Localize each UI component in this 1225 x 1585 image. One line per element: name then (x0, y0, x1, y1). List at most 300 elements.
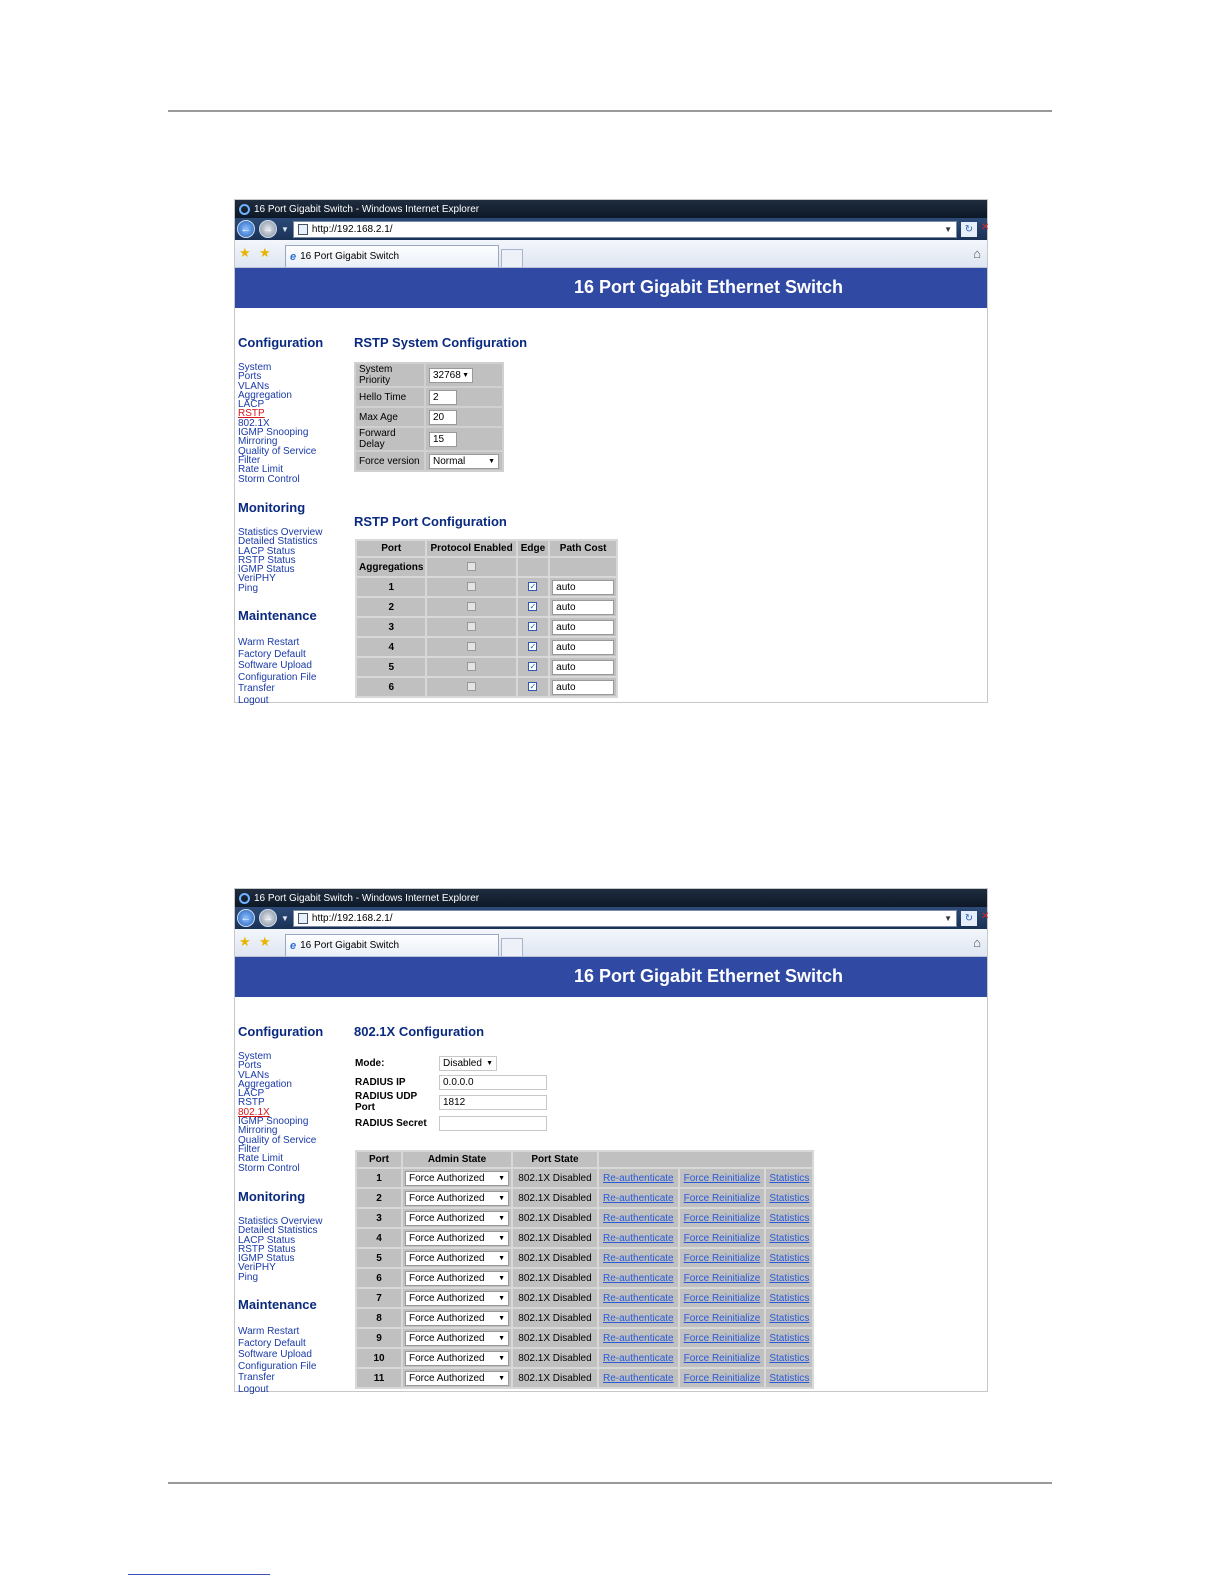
table-row (357, 1189, 812, 1207)
reinit-cell (680, 1369, 765, 1387)
rstp-system-label: Forward Delay (356, 428, 424, 450)
page-content (235, 997, 987, 1395)
refresh-icon[interactable]: ↻ (961, 222, 977, 237)
nav-link-lacp[interactable]: LACP (238, 1088, 265, 1100)
admin-state-value: Force Authorized (409, 1232, 485, 1244)
rstp-port-title: RSTP Port Configuration (354, 514, 507, 529)
port-state: 802.1X Disabled (513, 1189, 597, 1207)
home-icon[interactable]: ⌂ (973, 246, 981, 261)
chevron-down-icon: ▼ (498, 1274, 505, 1282)
stats-cell (766, 1309, 812, 1327)
stop-icon[interactable]: ✕ (981, 221, 990, 233)
force-reinitialize-link[interactable]: Force Reinitialize (683, 1352, 761, 1364)
admin-state-value: Force Authorized (409, 1272, 485, 1284)
reinit-cell (680, 1189, 765, 1207)
port-state: 802.1X Disabled (513, 1269, 597, 1287)
tab-bar (235, 929, 987, 957)
back-icon[interactable]: ← (237, 909, 255, 927)
home-icon[interactable]: ⌂ (973, 935, 981, 950)
table-row (357, 678, 616, 696)
nav-link-mirroring[interactable]: Mirroring (238, 1125, 278, 1137)
ie-tab-icon: e (290, 250, 297, 263)
reauth-cell (599, 1249, 678, 1267)
port-state: 802.1X Disabled (513, 1369, 597, 1387)
admin-state-cell (403, 1369, 511, 1387)
protocol-enabled-cell (427, 658, 515, 676)
admin-state-value: Force Authorized (409, 1372, 485, 1384)
hello-time-input[interactable]: 2 (429, 390, 457, 405)
rstp-system-label: Max Age (356, 408, 424, 426)
page-content (235, 308, 987, 706)
nav-link-ports[interactable]: Ports (238, 1060, 262, 1072)
protocol-enabled-cell (427, 598, 515, 616)
nav-link-quality-of-service[interactable]: Quality of Service (238, 1134, 317, 1146)
port-state: 802.1X Disabled (513, 1289, 597, 1307)
stats-cell (766, 1189, 812, 1207)
chevron-down-icon: ▼ (486, 1059, 493, 1067)
favorites-star-icon[interactable]: ★ (239, 934, 251, 949)
edge-cell (518, 578, 548, 596)
table-row (357, 1229, 812, 1247)
table-row (357, 618, 616, 636)
address-toolbar (235, 907, 990, 929)
ie-tab-icon: e (290, 939, 297, 952)
chevron-down-icon: ▼ (498, 1194, 505, 1202)
table-row (357, 658, 616, 676)
nav-link-quality-of-service[interactable]: Quality of Service (238, 445, 317, 457)
port-state: 802.1X Disabled (513, 1349, 597, 1367)
reauthenticate-link[interactable]: Re-authenticate (603, 1252, 674, 1264)
reinit-cell (680, 1309, 765, 1327)
reauth-cell (599, 1169, 678, 1187)
forward-delay-input[interactable]: 15 (429, 432, 457, 447)
table-row (357, 638, 616, 656)
forward-icon[interactable]: → (259, 220, 277, 238)
statistics-link[interactable]: Statistics (769, 1352, 810, 1364)
nav-link-veriphy[interactable]: VeriPHY (238, 573, 276, 585)
address-bar[interactable] (293, 910, 957, 927)
admin-state-cell (403, 1329, 511, 1347)
edge-checkbox[interactable]: ✓ (529, 602, 537, 612)
radius-secret-label: RADIUS Secret (355, 1117, 427, 1129)
admin-state-cell (403, 1289, 511, 1307)
nav-link-detailed-statistics[interactable]: Detailed Statistics (238, 536, 318, 548)
banner-title: 16 Port Gigabit Ethernet Switch (574, 277, 844, 297)
chevron-down-icon: ▼ (498, 1354, 505, 1362)
admin-state-select[interactable] (405, 1191, 509, 1206)
rstp-system-value-cell (426, 364, 502, 386)
port-number: 5 (357, 1249, 401, 1267)
nav-link-statistics-overview[interactable]: Statistics Overview (238, 1216, 323, 1227)
back-icon[interactable]: ← (237, 220, 255, 238)
nav-link-software-upload[interactable]: Software Upload (238, 1349, 312, 1361)
table-row (357, 1169, 812, 1187)
nav-link-igmp-snooping[interactable]: IGMP Snooping (238, 427, 309, 439)
chevron-down-icon: ▼ (498, 1334, 505, 1342)
port-number: 5 (357, 658, 425, 676)
force-reinitialize-link[interactable]: Force Reinitialize (683, 1312, 761, 1324)
mode-value: Disabled (443, 1057, 482, 1069)
nav-link-rate-limit[interactable]: Rate Limit (238, 1153, 284, 1165)
force-reinitialize-link[interactable]: Force Reinitialize (683, 1172, 761, 1184)
column-header-port: Port (357, 541, 425, 556)
admin-state-cell (403, 1209, 511, 1227)
banner-title: 16 Port Gigabit Ethernet Switch (574, 966, 844, 986)
admin-state-cell (403, 1189, 511, 1207)
chevron-down-icon: ▼ (498, 1294, 505, 1302)
port-number: 4 (357, 638, 425, 656)
table-row (357, 1349, 812, 1367)
history-dropdown-icon[interactable]: ▼ (281, 913, 289, 923)
admin-state-select[interactable] (405, 1171, 509, 1186)
nav-link-filter[interactable]: Filter (238, 1143, 261, 1155)
path-cost-cell (550, 618, 616, 636)
reinit-cell (680, 1229, 765, 1247)
rstp-port-table (355, 539, 618, 698)
table-row (357, 1329, 812, 1347)
statistics-link[interactable]: Statistics (769, 1312, 810, 1324)
nav-link-statistics-overview[interactable]: Statistics Overview (238, 527, 323, 538)
port-state: 802.1X Disabled (513, 1169, 597, 1187)
admin-state-select[interactable] (405, 1231, 509, 1246)
reauthenticate-link[interactable]: Re-authenticate (603, 1312, 674, 1324)
nav-link-vlans[interactable]: VLANs (238, 380, 270, 392)
edge-cell (518, 638, 548, 656)
path-cost-cell (550, 638, 616, 656)
configuration-nav (238, 363, 350, 484)
nav-link-igmp-status[interactable]: IGMP Status (238, 564, 295, 576)
rstp-system-value-cell (426, 428, 502, 450)
nav-link-veriphy[interactable]: VeriPHY (238, 1262, 276, 1274)
port-number: 6 (357, 678, 425, 696)
reauth-cell (599, 1329, 678, 1347)
monitoring-heading: Monitoring (238, 500, 306, 515)
path-cost-input[interactable]: auto (552, 600, 614, 615)
statistics-link[interactable]: Statistics (769, 1272, 810, 1284)
edge-checkbox[interactable]: ✓ (529, 642, 537, 652)
reauth-cell (599, 1229, 678, 1247)
nav-link-lacp[interactable]: LACP (238, 399, 265, 411)
chevron-down-icon: ▼ (498, 1214, 505, 1222)
admin-state-select[interactable] (405, 1351, 509, 1366)
reauthenticate-link[interactable]: Re-authenticate (603, 1192, 674, 1204)
dot1x-port-table (355, 1150, 814, 1389)
rstp-system-row (356, 452, 502, 470)
edge-cell (518, 678, 548, 696)
maintenance-heading: Maintenance (238, 608, 317, 623)
nav-link-rstp-status[interactable]: RSTP Status (238, 1243, 296, 1255)
admin-state-select[interactable] (405, 1311, 509, 1326)
rstp-system-label: System Priority (356, 364, 424, 386)
monitoring-heading: Monitoring (238, 1189, 306, 1204)
protocol-enabled-checkbox[interactable] (467, 622, 476, 631)
admin-state-value: Force Authorized (409, 1172, 485, 1184)
radius-ip-input[interactable]: 0.0.0.0 (439, 1075, 547, 1090)
port-state: 802.1X Disabled (513, 1329, 597, 1347)
force-reinitialize-link[interactable]: Force Reinitialize (683, 1332, 761, 1344)
nav-link-configuration-file-transfer[interactable]: Configuration File Transfer (238, 671, 317, 695)
maintenance-nav (238, 637, 350, 707)
stats-cell (766, 1169, 812, 1187)
aggregations-protocol-checkbox[interactable] (467, 562, 476, 571)
rstp-system-value-cell (426, 408, 502, 426)
nav-link-ping[interactable]: Ping (238, 582, 259, 594)
reauthenticate-link[interactable]: Re-authenticate (603, 1212, 674, 1224)
refresh-icon[interactable]: ↻ (961, 911, 977, 926)
protocol-enabled-checkbox[interactable] (467, 582, 476, 591)
aggregations-protocol-cell (427, 558, 515, 576)
chevron-down-icon: ▼ (498, 1254, 505, 1262)
switch-banner (235, 957, 987, 997)
reauthenticate-link[interactable]: Re-authenticate (603, 1232, 674, 1244)
nav-link-detailed-statistics[interactable]: Detailed Statistics (238, 1225, 318, 1237)
address-dropdown-icon[interactable]: ▼ (944, 913, 952, 923)
reauth-cell (599, 1189, 678, 1207)
protocol-enabled-checkbox[interactable] (467, 682, 476, 691)
force-reinitialize-link[interactable]: Force Reinitialize (683, 1212, 761, 1224)
nav-link-lacp-status[interactable]: LACP Status (238, 1234, 296, 1246)
chevron-down-icon: ▼ (498, 1314, 505, 1322)
nav-link-mirroring[interactable]: Mirroring (238, 436, 278, 448)
force-version-select[interactable] (429, 454, 499, 469)
empty-cell (518, 558, 548, 576)
path-cost-input[interactable]: auto (552, 660, 614, 675)
admin-state-select[interactable] (405, 1251, 509, 1266)
nav-link-software-upload[interactable]: Software Upload (238, 660, 312, 672)
force-version-value: Normal (433, 455, 466, 467)
protocol-enabled-cell (427, 578, 515, 596)
admin-state-select[interactable] (405, 1371, 509, 1386)
edge-checkbox[interactable]: ✓ (529, 622, 537, 632)
port-number: 9 (357, 1329, 401, 1347)
admin-state-value: Force Authorized (409, 1292, 485, 1304)
rstp-system-table (354, 362, 504, 472)
table-row (357, 1309, 812, 1327)
address-dropdown-icon[interactable]: ▼ (944, 224, 952, 234)
force-reinitialize-link[interactable]: Force Reinitialize (683, 1292, 761, 1304)
reauthenticate-link[interactable]: Re-authenticate (603, 1272, 674, 1284)
statistics-link[interactable]: Statistics (769, 1292, 810, 1304)
rstp-system-title: RSTP System Configuration (354, 335, 528, 350)
table-row (357, 1369, 812, 1387)
browser-tab[interactable] (285, 245, 499, 267)
nav-link-rate-limit[interactable]: Rate Limit (238, 464, 284, 476)
reinit-cell (680, 1209, 765, 1227)
max-age-input[interactable]: 20 (429, 410, 457, 425)
reauthenticate-link[interactable]: Re-authenticate (603, 1352, 674, 1364)
nav-link-igmp-status[interactable]: IGMP Status (238, 1253, 295, 1265)
admin-state-cell (403, 1309, 511, 1327)
edge-cell (518, 598, 548, 616)
reinit-cell (680, 1169, 765, 1187)
statistics-link[interactable]: Statistics (769, 1332, 810, 1344)
address-toolbar (235, 218, 990, 240)
statistics-link[interactable]: Statistics (769, 1192, 810, 1204)
table-row (357, 598, 616, 616)
reauthenticate-link[interactable]: Re-authenticate (603, 1292, 674, 1304)
force-reinitialize-link[interactable]: Force Reinitialize (683, 1252, 761, 1264)
table-row (357, 1249, 812, 1267)
force-reinitialize-link[interactable]: Force Reinitialize (683, 1192, 761, 1204)
nav-link-factory-default[interactable]: Factory Default (238, 1337, 306, 1349)
configuration-heading: Configuration (238, 1024, 324, 1039)
dot1x-screenshot (234, 888, 990, 1395)
path-cost-input[interactable]: auto (552, 680, 614, 695)
tab-bar (235, 240, 987, 268)
table-row (357, 1269, 812, 1287)
chevron-down-icon: ▼ (498, 1234, 505, 1242)
admin-state-cell (403, 1249, 511, 1267)
admin-state-select[interactable] (405, 1211, 509, 1226)
force-reinitialize-link[interactable]: Force Reinitialize (683, 1232, 761, 1244)
address-text: http://192.168.2.1/ (311, 912, 393, 924)
statistics-link[interactable]: Statistics (769, 1232, 810, 1244)
maintenance-heading: Maintenance (238, 1297, 317, 1312)
reauth-cell (599, 1289, 678, 1307)
aggregations-label: Aggregations (357, 558, 425, 576)
new-tab-button[interactable] (501, 249, 523, 267)
bottom-rule (168, 1482, 1052, 1484)
nav-link-warm-restart[interactable]: Warm Restart (238, 637, 300, 648)
chevron-down-icon: ▼ (488, 457, 495, 465)
window-titlebar (235, 200, 987, 218)
edge-checkbox[interactable]: ✓ (529, 582, 537, 592)
chevron-down-icon: ▼ (498, 1174, 505, 1182)
nav-link-aggregation[interactable]: Aggregation (238, 1078, 292, 1090)
tab-title: 16 Port Gigabit Switch (300, 940, 400, 951)
reinit-cell (680, 1289, 765, 1307)
dot1x-title: 802.1X Configuration (354, 1024, 485, 1039)
reauthenticate-link[interactable]: Re-authenticate (603, 1332, 674, 1344)
reinit-cell (680, 1249, 765, 1267)
mode-label: Mode: (355, 1057, 385, 1069)
nav-link-storm-control[interactable]: Storm Control (238, 1162, 300, 1174)
port-number: 4 (357, 1229, 401, 1247)
footer-link-underline (128, 1574, 270, 1575)
stop-icon[interactable]: ✕ (981, 910, 990, 922)
configuration-nav (238, 1052, 350, 1173)
maintenance-nav (238, 1326, 350, 1396)
nav-link-system[interactable]: System (238, 362, 272, 373)
port-state: 802.1X Disabled (513, 1209, 597, 1227)
path-cost-input[interactable]: auto (552, 620, 614, 635)
rstp-system-row (356, 364, 502, 386)
path-cost-input[interactable]: auto (552, 640, 614, 655)
favorites-star-icon[interactable]: ★ (239, 245, 251, 260)
add-favorite-icon[interactable]: ★ (259, 934, 271, 949)
path-cost-cell (550, 678, 616, 696)
statistics-link[interactable]: Statistics (769, 1252, 810, 1264)
column-header-port: Port (357, 1152, 401, 1167)
reauthenticate-link[interactable]: Re-authenticate (603, 1172, 674, 1184)
radius-port-input[interactable]: 1812 (439, 1095, 547, 1110)
stats-cell (766, 1289, 812, 1307)
nav-link-system[interactable]: System (238, 1051, 272, 1062)
port-number: 3 (357, 618, 425, 636)
dot1x-header-row (357, 1152, 812, 1167)
port-number: 6 (357, 1269, 401, 1287)
table-row (357, 578, 616, 596)
statistics-link[interactable]: Statistics (769, 1212, 810, 1224)
history-dropdown-icon[interactable]: ▼ (281, 224, 289, 234)
nav-link-aggregation[interactable]: Aggregation (238, 389, 292, 401)
statistics-link[interactable]: Statistics (769, 1172, 810, 1184)
edge-checkbox[interactable]: ✓ (529, 682, 537, 692)
force-reinitialize-link[interactable]: Force Reinitialize (683, 1372, 761, 1384)
nav-link-storm-control[interactable]: Storm Control (238, 473, 300, 485)
admin-state-cell (403, 1349, 511, 1367)
add-favorite-icon[interactable]: ★ (259, 245, 271, 260)
reauth-cell (599, 1369, 678, 1387)
mode-select[interactable] (439, 1056, 497, 1071)
nav-link-rstp-status[interactable]: RSTP Status (238, 554, 296, 566)
nav-link-rstp[interactable]: RSTP (238, 1097, 265, 1109)
stats-cell (766, 1329, 812, 1347)
nav-link-ping[interactable]: Ping (238, 1271, 259, 1283)
port-number: 1 (357, 578, 425, 596)
nav-link-igmp-snooping[interactable]: IGMP Snooping (238, 1116, 309, 1128)
nav-link-configuration-file-transfer[interactable]: Configuration File Transfer (238, 1360, 317, 1384)
nav-link-vlans[interactable]: VLANs (238, 1069, 270, 1081)
radius-secret-input[interactable] (439, 1116, 547, 1131)
top-rule (168, 110, 1052, 112)
edge-checkbox[interactable]: ✓ (529, 662, 537, 672)
system-priority-select[interactable] (429, 368, 473, 383)
admin-state-select[interactable] (405, 1271, 509, 1286)
protocol-enabled-cell (427, 618, 515, 636)
protocol-enabled-checkbox[interactable] (467, 642, 476, 651)
browser-tab[interactable] (285, 934, 499, 956)
rstp-system-row (356, 428, 502, 450)
nav-link-filter[interactable]: Filter (238, 454, 261, 466)
protocol-enabled-checkbox[interactable] (467, 662, 476, 671)
protocol-enabled-checkbox[interactable] (467, 602, 476, 611)
column-header-protocol-enabled: Protocol Enabled (427, 541, 515, 556)
forward-icon[interactable]: → (259, 909, 277, 927)
stats-cell (766, 1349, 812, 1367)
address-bar[interactable] (293, 221, 957, 238)
nav-link-warm-restart[interactable]: Warm Restart (238, 1326, 300, 1337)
path-cost-cell (550, 578, 616, 596)
port-state: 802.1X Disabled (513, 1309, 597, 1327)
nav-link-802-1x[interactable]: 802.1X (238, 1106, 270, 1118)
admin-state-select[interactable] (405, 1291, 509, 1306)
admin-state-value: Force Authorized (409, 1192, 485, 1204)
nav-link-ports[interactable]: Ports (238, 371, 262, 383)
new-tab-button[interactable] (501, 938, 523, 956)
nav-link-logout[interactable]: Logout (238, 1383, 269, 1395)
nav-link-lacp-status[interactable]: LACP Status (238, 545, 296, 557)
nav-link-factory-default[interactable]: Factory Default (238, 648, 306, 660)
reauthenticate-link[interactable]: Re-authenticate (603, 1372, 674, 1384)
force-reinitialize-link[interactable]: Force Reinitialize (683, 1272, 761, 1284)
admin-state-value: Force Authorized (409, 1332, 485, 1344)
reinit-cell (680, 1349, 765, 1367)
path-cost-input[interactable]: auto (552, 580, 614, 595)
radius-ip-label: RADIUS IP (355, 1076, 406, 1088)
statistics-link[interactable]: Statistics (769, 1372, 810, 1384)
nav-link-802-1x[interactable]: 802.1X (238, 417, 270, 429)
monitoring-nav (238, 1217, 350, 1282)
switch-banner (235, 268, 987, 308)
aggregations-row (357, 558, 616, 576)
reauth-cell (599, 1349, 678, 1367)
stats-cell (766, 1269, 812, 1287)
admin-state-select[interactable] (405, 1331, 509, 1346)
nav-link-logout[interactable]: Logout (238, 694, 269, 706)
table-row (357, 1289, 812, 1307)
nav-link-rstp[interactable]: RSTP (238, 408, 265, 420)
